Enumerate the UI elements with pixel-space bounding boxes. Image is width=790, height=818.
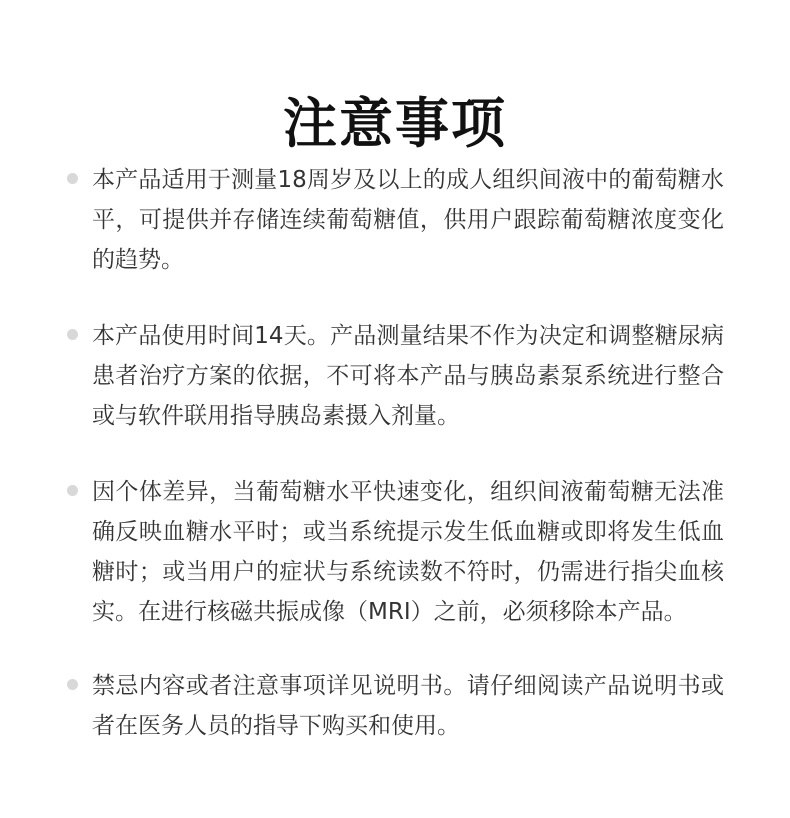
note-text: 本产品适用于测量18周岁及以上的成人组织间液中的葡萄糖水平，可提供并存储连续葡萄糖值，供用户跟踪葡萄糖浓度变化的趋势。 <box>92 167 724 273</box>
notes-list <box>64 160 724 782</box>
page-title: 注意事项 <box>283 92 507 156</box>
bullet-dot-icon <box>67 679 78 690</box>
bullet-dot-icon <box>67 173 78 184</box>
list-item <box>64 160 724 280</box>
note-text: 本产品使用时间14天。产品测量结果不作为决定和调整糖尿病患者治疗方案的依据，不可将本产品与胰岛素泵系统进行整合或与软件联用指导胰岛素摄入剂量。 <box>92 323 724 429</box>
list-item <box>64 666 724 746</box>
bullet-dot-icon <box>67 329 78 340</box>
note-text: 禁忌内容或者注意事项详见说明书。请仔细阅读产品说明书或者在医务人员的指导下购买和使用。 <box>92 673 724 739</box>
note-text: 因个体差异，当葡萄糖水平快速变化，组织间液葡萄糖无法准确反映血糖水平时；或当系统提示发生低血糖或即将发生低血糖时；或当用户的症状与系统读数不符时，仍需进行指尖血核实。在进行核磁共振成像（MRI）之前，必须移除本产品。 <box>92 479 724 625</box>
bullet-dot-icon <box>67 485 78 496</box>
list-item <box>64 472 724 632</box>
list-item <box>64 316 724 436</box>
